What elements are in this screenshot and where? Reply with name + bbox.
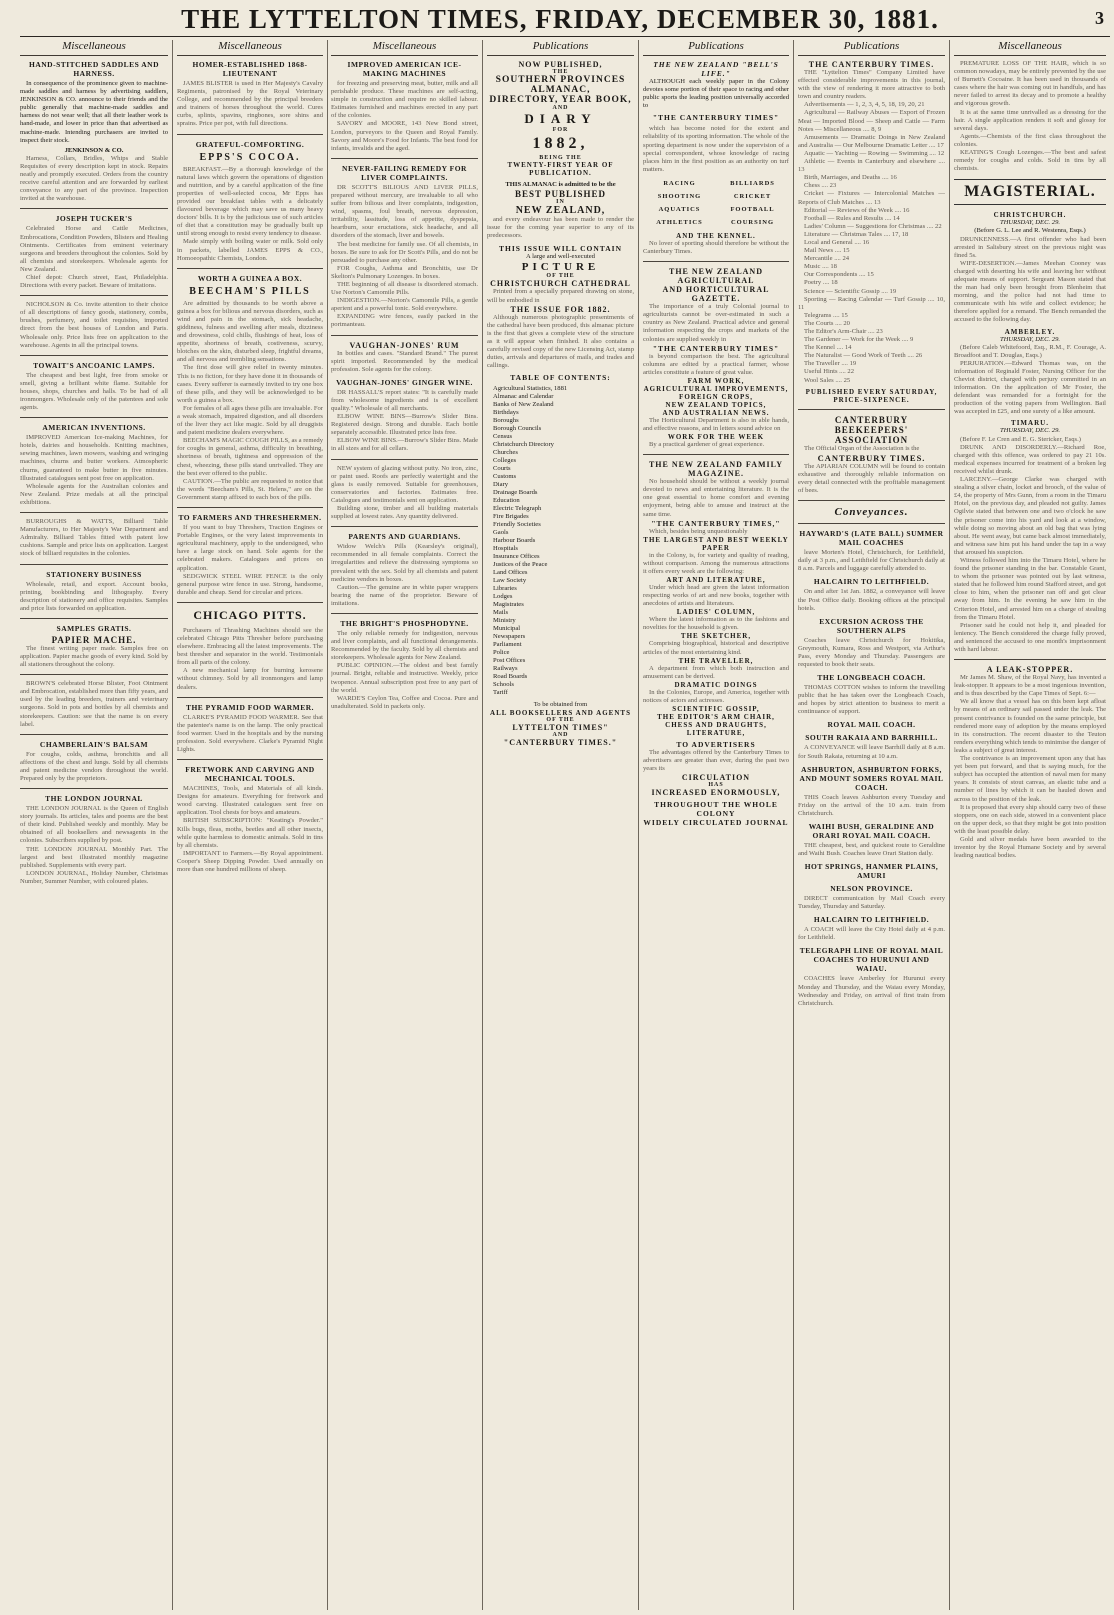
section-line: THE EDITOR'S ARM CHAIR, [657,713,775,722]
almanac-footer: LYTTELTON TIMES" [512,723,609,733]
ad-title: HALCAIRN TO LEITHFIELD. [813,915,930,925]
body-filler: No lover of sporting should therefore be without the Canterbury Times. [643,239,789,256]
toc-item: Birthdays [493,409,519,417]
column-2 [177,40,323,1610]
column-7 [954,40,1106,1610]
masthead [20,6,1110,34]
section-line: THE LARGEST AND BEST WEEKLY PAPER [643,535,789,552]
ad-subtitle: PAPIER MACHE. [51,634,137,645]
almanac-line: IN [556,199,565,206]
ad-title: HOT SPRINGS, HANMER PLAINS, AMURI [804,862,939,881]
ad-title: HOMER-ESTABLISHED 1868-LIEUTENANT [192,60,308,78]
section-title: BEEKEEPERS' ASSOCIATION [834,424,909,445]
contents-list: Advertisements — 1, 2, 3, 4, 5, 18, 19, 20, 21 Agricultural — Railway Abuses — Export of Frozen Meat — Imported Blood — Sheep and Cattle — Farm Notes — Miscellaneous .... 8, 9 Amusements — Dramatic Doings in New Zealand and Australia — Our Melbourne Dramatic Letter .... 17 Aquatic — Yachting — Rowing — Swimming .... 12 Athletic — Events in Canterbury and elsewhere .... 13 Birth, Marriages, and Deaths .... 16 Chess .... 23 Cricket — Fixtures — Intercolonial Matches — Reports of Club Matches .... 13 Editorial — Reviews of the Week .... 16 Football — Rules and Results .... 14 Ladies' Column — Suggestions for Christmas .... 22 Literature — Christmas Tales .... 17, 18 Local and General .... 16 Mail News .... 15 Mercantile .... 24 Music .... 18 Our Correspondents .... 15 Poetry .... 18 Science — Scientific Gossip .... 19 Sporting — Racing Calendar — Turf Gossip .... 10, 11 Telegrams .... 15 The Courts .... 20 The Editor's Arm-Chair .... 23 The Gardener — Work for the Week .... 9 The Kennel .... 14 The Naturalist — Good Work of Teeth .... 26 The Traveller .... 19 Useful Hints .... 22 Wool Sales .... 25 [798,101,945,384]
magisterial-heading: MAGISTERIAL. [954,179,1106,205]
body-filler: The cheapest and best light, free from smoke or smell, giving a brilliant white flame. Suitable for houses, shops, churches and halls. To be had of all ironmongers. Wholesale only of the patentees and sole agents. [20,371,168,412]
body-filler: Widow Welch's Pills (Kearsley's original), recommended in all female complaints. Correct the irregularities and relieve the distressing symptoms so prevalent with the sex. Sold by all chemists and patent medicine vendors in boxes. Caution.—The genuine are in white paper wrappers bearing the name of the proprietor. Beware of imitations. [331,543,478,607]
body-filler: (Before Caleb Whitefoord, Esq., R.M., F. Courage, A. Broadfoot and T. Douglas, Esqs.) PERJURATION.—Edward Thomas was, on the information of Reginald Foster, Nursing Officer for the Cheviot district, charged with perjury committed in an information. On the application of Mr Foster, the defendant was remanded for a fortnight for the production of the voting papers from Wellington. Bail was accepted in £25, and one surety of a like amount. [954,343,1106,416]
column-3 [331,40,478,1610]
ad-title: CHICAGO PITTS. [193,607,307,622]
section-title: THE NEW ZEALAND AGRICULTURAL [669,267,763,286]
toc-item: Friendly Societies [493,521,541,529]
body-filler: THE "Lyttelton Times" Company Limited have effected considerable improvements in this journal, with the view of rendering it more attractive to both town and country readers. [798,69,945,101]
body-filler: The only reliable remedy for indigestion, nervous and liver complaints, and all functional derangements. Recommended by the faculty. Sold by all chemists and storekeepers. Wholesale agents for New Zealand. PUBLIC OPINION.—The oldest and best family journal. Bright, reliable and instructive. Weekly, price twopence. Annual subscription post free to any part of the world. WARDE'S Ceylon Tea, Coffee and Cocoa. Pure and unadulterated. Sold in packets only. [331,629,478,710]
toc-item: Magistrates [493,601,524,609]
section-line: AGRICULTURAL IMPROVEMENTS, [643,384,789,393]
toc-item: Electric Telegraph [493,505,542,513]
ad-title: HALCAIRN TO LEITHFIELD. [813,577,930,587]
almanac-title: DIRECTORY, YEAR BOOK, [489,95,632,105]
toc-item: Tariff [493,689,508,697]
toc-item: Mails [493,609,509,617]
almanac-line: NEW ZEALAND, [515,205,606,217]
sport-item: ATHLETICS [656,218,703,226]
body-filler: If you want to buy Threshers, Traction Engines or Portable Engines, or the very latest improvements in agricultural machinery, apply to the undersigned, who have a large stock on hand. Sole agents for the celebrated makers. Catalogues and prices on application. SEDGWICK STEEL WIRE FENCE is the only general purpose wire fence in use. Strong, handsome, durable and cheap. Send for circular and prices. [177,524,323,596]
ad-title: TOWAIT'S ANCOANIC LAMPS. [33,360,155,370]
ad-title: ASHBURTON, ASHBURTON FORKS, AND MOUNT SOMERS ROYAL MAIL COACH. [799,764,944,792]
body-filler: NEW system of glazing without putty. No iron, zinc, or paint used. Roofs are perfectly watertight and the glass is easily removed. Suitable for greenhouses, conservatories and factories. Estimates free. Catalogues and testimonials sent on application. Building stone, timber and all building materials supplied at lowest rates. Any quantity delivered. [331,464,478,521]
body-filler: On and after 1st Jan. 1882, a conveyance will leave the Post Office daily. Booking offices at the principal hotels. [798,588,945,612]
ad-subtitle: BEECHAM'S PILLS [189,285,311,297]
toc-item: Municipal [493,625,521,633]
court-name: TIMARU. [1011,419,1049,428]
toc-item: Ministry [493,617,516,625]
section-title: AND HORTICULTURAL GAZETTE. [662,285,770,304]
paper-name: "THE CANTERBURY TIMES," [651,518,781,528]
ad-title: VAUGHAN-JONES' RUM [349,340,460,350]
almanac-line: NOW PUBLISHED, [518,60,603,69]
body-filler: Which, besides being unquestionably [649,527,748,535]
column-6 [798,40,945,1610]
toc-item: Agricultural Statistics, 1881 [493,385,568,393]
ad-title: CHAMBERLAIN'S BALSAM [39,739,149,749]
toc-item: Almanac and Calendar [493,393,554,401]
ad-body: In consequence of the prominence given to machine-made saddles and harness by advertising saddlers, JENKINSON & CO. announce to their friends and the public generally that machine-made saddles and harness do not wear well; that all their leather work is hand-made, and lower in price than that advertised as machine-made. Intending purchasers are invited to inspect their stock. [20,80,168,144]
toc-item: Courts [493,465,511,473]
toc-item: Boroughs [493,417,519,425]
ad-title: THE BRIGHT'S PHOSPHODYNE. [340,618,469,628]
court-bench: (Before G. L. Lee and R. Westenra, Esqs.) [974,227,1086,235]
ad-subtitle: EPPS'S COCOA. [199,151,301,163]
body-filler: NICHOLSON & Co. invite attention to their choice of all descriptions of fancy goods, stationery, combs, brushes, perfumery, and toilet requisites, imported direct from the best houses of London and Paris. Wholesale only. Price lists free on application to the warehouse. Agents in all the principal towns. [20,301,168,349]
almanac-line: BEST PUBLISHED [514,189,607,200]
body-filler: BURROUGHS & WATTS, Billiard Table Manufacturers, to Her Majesty's War Department and Admiralty. Billiard Tables fitted with patent low cushions. Sample and price lists on application. Largest stock of billiard requisites in the colonies. [20,518,168,558]
section-line: WIDELY CIRCULATED JOURNAL [643,818,789,828]
toc-item: Insurance Offices [493,553,540,561]
section-title: CANTERBURY [834,414,909,425]
body-filler: Mr James M. Shaw, of the Royal Navy, has invented a leak-stopper. It appears to be a most ingenious invention, and is thus described by the Cape Times of Sept. 6:— We all know that a vessel has on this been kept afloat by means of an ordinary sail passed under the leak. The present contrivance is founded on the same principle, but rendered more easy of adoption by the means employed in its construction. The recent disaster to the Teuton renders everything which tends to minimise the danger of leaks a subject of great interest. The contrivance is an improvement upon any that has yet been put forward, and that is saying much, for the subject has occupied the attention of naval men for many years. It consists of stout canvas, an elastic tube and a number of lines by which it can be hauled down and across to the position of the leak. It is proposed that every ship should carry two of these stoppers, one on each side, stowed in a convenient place on the upper deck, so that they might be got into position with the least possible delay. Gold and silver medals have been awarded to the inventor by the Royal Humane Society and by several leading nautical bodies. [954,674,1106,860]
column-header: Publications [487,40,634,56]
court-date: THURSDAY, DEC. 29. [999,335,1061,343]
section-title: TO ADVERTISERS [676,740,756,750]
ad-title: ROYAL MAIL COACH. [827,720,916,730]
toc-item: Hospitals [493,545,518,553]
toc-item: Police [493,649,510,657]
almanac-line: A large and well-executed [526,253,595,261]
toc-item: Libraries [493,585,517,593]
toc-item: Gaols [493,529,509,537]
body-filler: BROWN'S celebrated Horse Blister, Foot Ointment and Embrocation, established more than fifty years, and used by the leading breeders, trainers and veterinary surgeons. Sold in pots and bottles by all chemists and storekeepers. Caution: see that the name is on every label. [20,680,168,728]
body-filler: and every endeavour has been made to render the issue for the coming year superior to any of its predecessors. [487,216,634,240]
paper-name: "THE CANTERBURY TIMES" [652,113,780,123]
ad-title: WORTH A GUINEA A BOX. [197,273,303,283]
body-filler: Printed from a specially prepared drawing on stone, will be embodied in [487,288,634,304]
section-line: WORK FOR THE WEEK [667,433,765,442]
sport-item: COURSING [730,218,775,226]
ad-title: SOUTH RAKAIA AND BARRHILL. [805,733,938,743]
toc-item: Newspapers [493,633,526,641]
body-filler: in the Colony, is, for variety and quality of reading, without comparison. Among the numerous attractions it offers every week are the following: [643,551,789,575]
body-filler: (Before F. Le Cren and E. G. Stericker, Esqs.) DRUNK AND DISORDERLY.—Richard Roe, charged with this offence, was ordered to pay 21 10s. medical expenses incurred for treatment of a broken leg received whilst drunk. LARCENY.—George Clarke was charged with stealing a silver chain, locket and brooch, of the value of £4, the property of Mrs Gunn, from a room in the Timaru Hotel, on the previous day, and pleaded not guilty. James Ogilvie stated that between one and two o'clock he saw the prisoner come into his yard and look at a window, while doing so moving about an old bag that was lying about. He went away, but came back almost immediately, and witness saw him put his hand under the tap in a way that aroused his suspicion. Witness followed him into the Timaru Hotel, where he found the prisoner standing in the bar. Constable Grant, to whom the prisoner was pointed out by last witness, stated that he followed him round Stafford street, and got close to him, when the prisoner ran off and got clear away from him. In the evening he saw him in the Criterion Hotel, and arrested him on a charge of stealing from the Timaru Hotel. Prisoner said he could not help it, and pleaded for leniency. The Bench considered the charge fully proved, and sentenced the accused to one month's imprisonment with hard labour. [954,435,1106,653]
almanac-line: THIS ISSUE WILL CONTAIN [499,244,622,254]
column-divider [482,40,483,1610]
body-filler: Where the latest information as to the fashions and novelties for the household is given. [643,616,789,632]
ad-title: THE LONGBEACH COACH. [817,673,926,683]
section-title: THE CANTERBURY TIMES. [808,60,935,69]
body-filler: Are admitted by thousands to be worth above a guinea a box for bilious and nervous disorders, such as wind and pain in the stomach, sick headache, giddiness, fulness and swelling after meals, dizziness and drowsiness, cold chills, flushings of heat, loss of appetite, shortness of breath, costiveness, scurvy, blotches on the skin, disturbed sleep, frightful dreams, and all nervous and trembling sensations. The first dose will give relief in twenty minutes. This is no fiction, for they have done it in thousands of cases. Every sufferer is earnestly invited to try one box of these pills, and they will be acknowledged to be worth a guinea a box. For females of all ages these pills are invaluable. For a weak stomach, impaired digestion, and all disorders of the liver they act like magic. Sold by all druggists and patent medicine dealers everywhere. BEECHAM'S MAGIC COUGH PILLS, as a remedy for coughs in general, asthma, difficulty in breathing, shortness of breath, tightness and oppression of the chest, wheezing, these pills stand unrivalled. They are the best ever offered to the public. CAUTION.—The public are requested to notice that the words "Beecham's Pills, St. Helens," are on the Government stamp affixed to each box of the pills. [177,299,323,501]
section-line: LADIES' COLUMN, [676,608,756,617]
body-filler: A CONVEYANCE will leave Barrhill daily at 8 a.m. for South Rakaia, returning at 10 a.m. [798,744,945,760]
section-title: MAGAZINE. [688,469,744,479]
body-filler: leave Morten's Hotel, Christchurch, for Leithfield, daily at 3 p.m., and Leithfield for Christchurch daily at 8 a.m. Parcels and luggage carefully attended to. [798,549,945,573]
ad-title: TELEGRAPH LINE OF ROYAL MAIL COACHES TO HURUNUI AND WAIAU. [799,946,944,974]
body-filler: is beyond comparison the best. The agricultural columns are edited by a practical farmer, whose articles constitute a feature of great value. [643,352,789,376]
section-title: THE NEW ZEALAND FAMILY [648,460,784,470]
section-line: FOREIGN CROPS, [679,392,753,401]
almanac-line: AND [552,105,569,111]
body-filler: THE cheapest, best, and quickest route to Geraldine and Waihi Bush. Coaches leave Orari Station daily. [798,841,945,857]
body-filler: In bottles and cases. "Standard Brand." The purest spirit imported. Recommended by the medical profession. Sole agents for the colony. [331,349,478,373]
toc-item: Railways [493,665,518,673]
almanac-line: THE ISSUE FOR 1882. [510,304,611,314]
almanac-line: THIS ALMANAC is admitted to be the [505,181,616,188]
column-divider [638,40,639,1610]
sports-list [643,180,789,226]
column-header: Publications [798,40,945,56]
toc-item: Harbour Boards [493,537,536,545]
body-filler: DRUNKENNESS.—A first offender who had been arrested in Salisbury street on the previous night was fined 5s. WIFE-DESERTION.—James Meehan Cooney was charged with deserting his wife and leaving her without adequate means of support. Sergeant Mason stated that the man had only been brought from Blenheim that morning, and the police had not had time to communicate with his wife and collect evidence; he therefore applied for a remand. The Bench remanded the accused to the following day. [954,235,1106,324]
ad-title: GRATEFUL-COMFORTING. [195,139,305,149]
section-line: AND THE KENNEL. [676,231,756,240]
almanac-footer: "CANTERBURY TIMES." [503,738,618,748]
body-filler: CLARKE'S PYRAMID FOOD WARMER. See that the patentee's name is on the lamp. The only practical food warmer. Used in the hospitals and by the nursing profession. Sold everywhere. Clarke's Pyramid Night Lights. [177,713,323,753]
section-line: CIRCULATION [681,773,751,783]
toc-item: Road Boards [493,673,528,681]
body-filler: In the Colonies, Europe, and America, together with notices of actors and actresses. [643,688,789,704]
body-filler: which has become noted for the extent and reliability of its sporting information. The whole of the sporting department is now under the supervision of a special correspondent, whose knowledge of racing places him in the first position as an authority on turf matters. [643,125,789,173]
article-title: A LEAK-STOPPER. [986,665,1074,675]
almanac-line: TWENTY-FIRST YEAR OF PUBLICATION. [507,161,614,177]
sport-item: RACING [663,179,696,187]
ad-title: AMERICAN INVENTIONS. [42,423,146,433]
ad-signature: JENKINSON & CO. [64,146,124,154]
almanac-line: PICTURE [521,261,600,274]
section-line: DRAMATIC DOINGS [674,680,758,689]
body-filler: BREAKFAST.—By a thorough knowledge of the natural laws which govern the operations of digestion and nutrition, and by a careful application of the fine properties of well-selected cocoa, Mr Epps has provided our breakfast tables with a delicately flavoured beverage which may save us many heavy doctors' bills. It is by the judicious use of such articles of diet that a constitution may be gradually built up until strong enough to resist every tendency to disease. Made simply with boiling water or milk. Sold only in packets, labelled JAMES EPPS & CO., Homoeopathic Chemists, London. [177,165,323,262]
toc-item: Education [493,497,520,505]
body-filler: No household should be without a weekly journal devoted to news and entertaining literature. It is the one great essential to home comfort and evening enjoyment, being able to amuse and instruct at the same time. [643,478,789,518]
body-filler: THIS Coach leaves Ashburton every Tuesday and Friday on the arrival of the 10 a.m. train from Christchurch. [798,793,945,817]
toc-item: Fire Brigades [493,513,529,521]
body-filler: The Horticultural Department is also in able hands, and effective reasons, and in letters sound advice on [643,416,789,432]
ad-title: THE PYRAMID FOOD WARMER. [185,702,315,712]
column-header: Miscellaneous [177,40,323,56]
body-filler: THOMAS COTTON wishes to inform the travelling public that he has taken over the Longbeach Coach, and hopes by strict attention to business to merit a continuance of support. [798,684,945,716]
sport-item: BILLIARDS [730,179,775,187]
body-filler: PREMATURE LOSS OF THE HAIR, which is so common nowadays, may be entirely prevented by the use of Burnett's Cocoaine. It has been used in thousands of cases where the hair was coming out in handfuls, and has never failed to arrest its decay and to promote a healthy and vigorous growth. It is at the same time unrivalled as a dressing for the hair. A single application renders it soft and glossy for several days. Agents.—Chemists of the first class throughout the colonies. KEATING'S Cough Lozenges.—The best and safest remedy for coughs and colds. Sold in tins by all chemists. [954,60,1106,173]
toc-item: Customs [493,473,517,481]
almanac-line: THE [552,69,569,75]
column-header: Publications [643,40,789,56]
almanac-footer: ALL BOOKSELLERS AND AGENTS [490,709,631,718]
court-name: AMBERLEY. [1004,327,1056,336]
toc-item: Drainage Boards [493,489,538,497]
ad-title: IMPROVED AMERICAN ICE-MAKING MACHINES [347,60,462,78]
masthead-rule [20,36,1110,37]
almanac-footer: To be obtained from [533,701,588,709]
almanac-footer: OF THE [546,717,575,724]
section-line: HAS [708,782,724,789]
body-filler: COACHES leave Amberley for Hurunui every Monday and Thursday, and the Waiau every Monday, Wednesday and Friday, on arrival of first train from Christchurch. [798,975,945,1007]
body-filler: Wholesale, retail, and export. Account books, printing, bookbinding and lithography. Every description of stationery and office requisites. Samples and price lists forwarded on application. [20,580,168,612]
toc-item: Census [493,433,513,441]
ad-title: HAND-STITCHED SADDLES AND HARNESS. [28,60,160,78]
toc-item: Banks of New Zealand [493,401,554,409]
ad-title: PARENTS AND GUARDIANS. [348,532,461,542]
body-filler: Comprising biographical, historical and descriptive articles of the most entertaining kind. [643,640,789,656]
ad-title: THE LONDON JOURNAL [45,794,143,804]
body-filler: THE LONDON JOURNAL is the Queen of English story journals. Its articles, tales and poems are the best of their kind. Published weekly and monthly. May be obtained of all booksellers and newsagents in the colonies. Subscribers supplied by post. THE LONDON JOURNAL Monthly Part. The largest and best illustrated monthly magazine published. Supplements with every part. LONDON JOURNAL, Holiday Number, Christmas Number, Summer Number, with coloured plates. [20,805,168,885]
toc-item: Diary [493,481,509,489]
ad-title: VAUGHAN-JONES' GINGER WINE. [336,377,473,387]
section-line: THE SKETCHER, [680,632,752,641]
court-date: THURSDAY, DEC. 29. [999,219,1061,227]
toc-item: Post Offices [493,657,526,665]
sport-item: SHOOTING [657,192,702,200]
body-filler: MACHINES, Tools, and Materials of all kinds. Designs for amateurs. Everything for fretwork and wood carving. Illustrated catalogues sent free on application. Tool chests for boys and amateurs. BRITISH SUBSCRIPTION: "Keating's Powder." Kills bugs, fleas, moths, beetles and all other insects, while quite harmless to domestic animals. Sold in tins by all chemists. IMPORTANT to Farmers.—By Royal appointment. Cooper's Sheep Dipping Powder. Used annually on more than one hundred millions of sheep. [177,785,323,874]
toc-item: Land Offices [493,569,528,577]
toc-item: Lodges [493,593,513,601]
sport-item: AQUATICS [658,205,701,213]
body-filler: Coaches leave Christchurch for Hokitika, Greymouth, Kumara, Ross and Westport, via Arthur's Pass, every Monday and Thursday. Passengers are requested to book their seats. [798,636,945,668]
section-line: INCREASED ENORMOUSLY, [651,788,781,798]
section-line: PUBLISHED EVERY SATURDAY, [805,387,938,396]
body-filler: Under which head are given the latest information respecting works of art and new books, together with anecdotes of artists and literateurs. [643,584,789,608]
body-filler: Although numerous photographic presentments of the cathedral have been produced, this almanac picture is the first that gives a complete view of the structure as it will appear when finished. It also contains a carefully revised copy of the new Licensing Act, stamp duties, arrivals and departures of mails, and trades and callings. [487,313,634,370]
sport-item: FOOTBALL [730,205,775,213]
court-date: THURSDAY, DEC. 29. [999,427,1061,435]
toc-item: Justices of the Peace [493,561,548,569]
body-filler: Celebrated Horse and Cattle Medicines, Embrocations, Condition Powders, Blisters and Healing Ointments. Certificates from eminent veterinary surgeons and breeders throughout the colonies. Sold by all chemists and storekeepers. Wholesale agents for New Zealand. Chief depot: Church street, East, Philadelphia. Directions with every packet. Beware of imitations. [20,225,168,290]
section-line: THROUGHOUT THE WHOLE COLONY [654,800,778,819]
toc-item: Christchurch Directory [493,441,554,449]
body-filler: A COACH will leave the City Hotel daily at 4 p.m. for Leithfield. [798,926,945,942]
body-filler: A department from which both instruction and amusement can be derived. [643,664,789,680]
section-heading: Conveyances. [834,506,909,519]
body-filler: The finest writing paper made. Samples free on application. Papier mache goods of every kind. Sold by all stationers throughout the colony. [20,644,168,669]
court-name: CHRISTCHURCH. [993,211,1067,220]
section-line: AND AUSTRALIAN NEWS. [662,408,770,417]
body-filler: The APIARIAN COLUMN will be found to contain exhaustive and thoroughly reliable information on every detail connected with the profitable management of bees. [798,462,945,495]
section-intro: ALTHOUGH each weekly paper in the Colony devotes some portion of their space to racing and other public sports the leading position universally accorded to [643,78,789,110]
toc-item: Churches [493,449,518,457]
ad-title: JOSEPH TUCKER'S [55,214,133,224]
paper-name: "THE CANTERBURY TIMES" [652,343,780,353]
section-line: PRICE-SIXPENCE. [833,395,910,404]
ad-title: TO FARMERS AND THRESHERMEN. [178,513,322,523]
body-filler: The Official Organ of the Association is the [804,444,920,452]
column-header: Miscellaneous [331,40,478,56]
section-line: SCIENTIFIC GOSSIP, [672,705,760,714]
column-divider [327,40,328,1610]
body-filler: DR HASSALL'S report states: "It is carefully made from wholesome ingredients and is of excellent quality." Wholesale of all merchants. ELBOW WINE BINS—Burrow's Slider Bins. Registered design. Strong and durable. Each bottle separately accessible. Illustrated price lists free. ELBOW WINE BINS.—Burrow's Slider Bins. Made in all sizes and for all cellars. [331,388,478,453]
ad-title: EXCURSION ACROSS THE SOUTHERN ALPS [819,616,924,635]
toc-item: Law Society [493,577,527,585]
almanac-line: BEING THE [539,155,582,161]
section-line: CHESS AND DRAUGHTS, [665,721,767,730]
body-filler: For coughs, colds, asthma, bronchitis and all affections of the chest and lungs. Sold by all chemists and patent medicine vendors throughout the world. Prepared only by the proprietors. [20,750,168,782]
column-divider [172,40,173,1610]
toc-title: TABLE OF CONTENTS: [510,373,611,383]
column-header: Miscellaneous [20,40,168,56]
toc-list [487,385,634,697]
ad-title: NELSON PROVINCE. [830,884,913,894]
ad-title: SAMPLES GRATIS. [56,623,132,633]
ad-title: HAYWARD'S (LATE BALL) SUMMER MAIL COACHES [799,529,944,548]
column-1 [20,40,168,1610]
newspaper-title: THE LYTTELTON TIMES, FRIDAY, DECEMBER 30, 1881. [181,4,939,34]
ad-title: STATIONERY BUSINESS [46,569,142,579]
column-5 [643,40,789,1610]
ad-title: FRETWORK AND CARVING AND MECHANICAL TOOLS. [185,765,315,784]
section-line: FARM WORK, [687,376,745,385]
column-divider [949,40,950,1610]
toc-item: Schools [493,681,514,689]
toc-item: Colleges [493,457,517,465]
body-filler: DIRECT communication by Mail Coach every Tuesday, Thursday and Saturday. [798,895,945,911]
almanac-title: SOUTHERN PROVINCES ALMANAC, [495,75,626,95]
almanac-footer: AND [552,732,569,739]
body-filler: Harness, Collars, Bridles, Whips and Stable Requisites of every description kept in stock. Repairs neatly and promptly executed. Orders from the country receive careful attention and are forwarded by earliest conveyance to any part of the province. Inspection invited at the warehouse. [20,154,168,203]
page-number: 3 [1095,8,1104,28]
section-line: NEW ZEALAND TOPICS, [665,400,767,409]
sport-item: CRICKET [733,192,772,200]
body-filler: By a practical gardener of great experience. [649,441,765,449]
column-header: Miscellaneous [954,40,1106,56]
body-filler: for freezing and preserving meat, butter, milk and all perishable produce. These machines are self-acting, simple in construction and require no skilled labour. Estimates furnished and machines erected in any part of the colonies. SAVORY and MOORE, 143 New Bond street, London, purveyors to the Queen and Royal Family. Savory and Moore's Food for Infants. The best food for infants, invalids and the aged. [331,80,478,152]
body-filler: Purchasers of Thrashing Machines should see the celebrated Chicago Pitts Thresher before purchasing elsewhere. Embracing all the latest improvements. The best thresher and separator in the world. Testimonials from all parts of the colony. A new mechanical lamp for burning kerosene without chimney. Sold by all ironmongers and lamp dealers. [177,626,323,691]
section-line: THE TRAVELLER, [678,656,754,665]
section-title: THE NEW ZEALAND "BELL'S LIFE." [653,60,779,78]
section-line: LITERATURE, [686,729,746,738]
ad-title: WAIHI BUSH, GERALDINE AND ORARI ROYAL MAIL COACH. [808,821,935,840]
toc-item: Parliament [493,641,522,649]
body-filler: IMPROVED American Ice-making Machines, for hotels, dairies and households. Knitting machines, sewing machines, lawn mowers, washing and wringing machines, churns and butter workers. Atmospheric churns, guaranteed to make butter in five minutes. Illustrated catalogues sent post free on application. Wholesale agents for the Australian colonies and New Zealand. Prize medals at all the principal exhibitions. [20,434,168,506]
almanac-title: DIARY [524,111,597,126]
column-4 [487,40,634,1610]
body-filler: JAMES BLISTER is used in Her Majesty's Cavalry Regiments, patronised by the Royal Veterinary College, and recommended by the principal breeders and trainers of horses throughout the world. Cures curbs, splints, spavins, ringbones, sore shins and sprains. Price per pot, with full directions. [177,80,323,128]
section-line: ART AND LITERATURE, [666,576,766,584]
body-filler: The advantages offered by the Canterbury Times to advertisers are greater than ever, during the past two years its [643,749,789,773]
body-filler: DR SCOTT'S BILIOUS AND LIVER PILLS, prepared without mercury, are invaluable to all who suffer from bilious and liver complaints, indigestion, wind, spasms, foul breath, nervous depression, irritability, lassitude, loss of appetite, dyspepsia, heartburn, sour eructations, sick headache, and all disorders of the stomach, liver and bowels. The best medicine for family use. Of all chemists, in boxes. Be sure to ask for Dr Scott's Pills, and do not be persuaded to purchase any other. FOR Coughs, Asthma and Bronchitis, use Dr Skelton's Pulmonary Lozenges. In boxes. THE beginning of all disease is disordered stomach. Use Norton's Camomile Pills. INDIGESTION.—Norton's Camomile Pills, a gentle aperient and a powerful tonic. Sold everywhere. EXPANDING wire fences, easily packed in the portmanteau. [331,183,478,329]
almanac-line: OF THE [546,273,575,280]
section-title: CANTERBURY TIMES. [817,452,926,463]
almanac-year: 1882, [532,135,589,152]
body-filler: The importance of a truly Colonial journal to agriculturists cannot be over-estimated in such a country as New Zealand. Practical advice and general information respecting the crops and markets of the colonies are supplied weekly in [643,303,789,343]
column-divider [793,40,794,1610]
ad-title: NEVER-FAILING REMEDY FOR LIVER COMPLAINTS. [342,163,467,182]
almanac-line: CHRISTCHURCH CATHEDRAL [490,279,631,289]
almanac-line: FOR [552,127,569,133]
toc-item: Borough Councils [493,425,542,433]
